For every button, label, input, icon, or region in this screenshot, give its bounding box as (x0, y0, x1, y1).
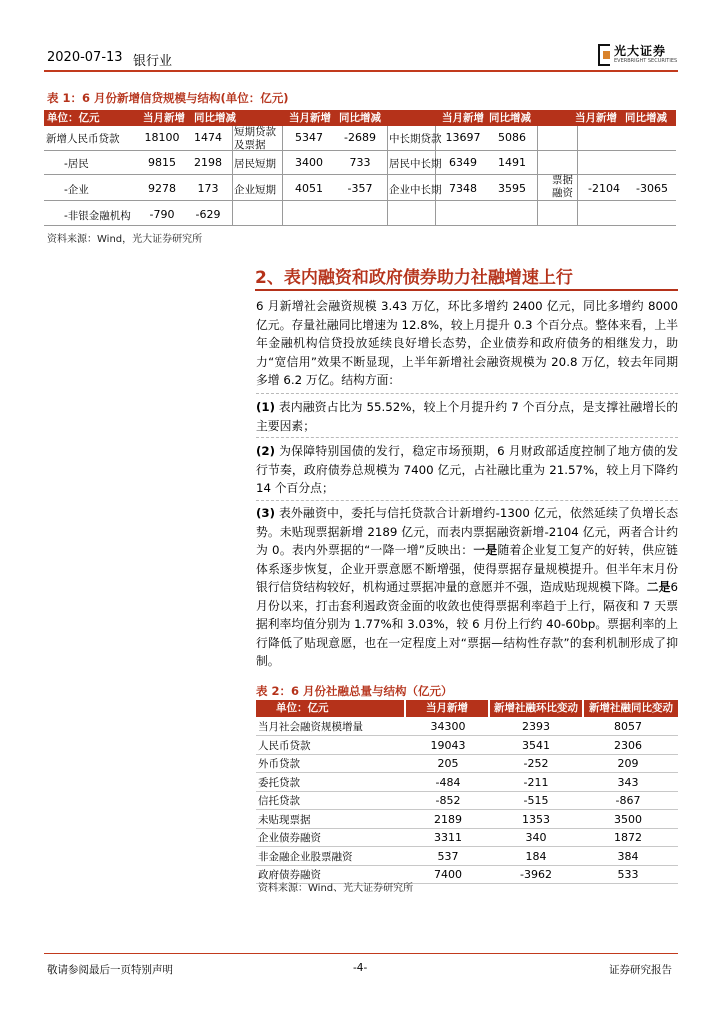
table2-source: 资料来源：Wind、光大证券研究所 (258, 883, 414, 894)
table2-cell: -852 (435, 794, 461, 807)
table2-col-mom: 新增社融环比变动 (490, 700, 582, 717)
paragraph-divider (256, 393, 678, 394)
table2-cell: 34300 (430, 720, 466, 733)
table1-rule (387, 126, 388, 226)
table2-cell: 209 (617, 757, 639, 770)
table1-row-label: 居民短期 (234, 158, 276, 170)
footer-disclaimer: 敬请参阅最后一页特别声明 (47, 964, 173, 976)
table2-cell: -3962 (520, 868, 552, 881)
table2-row-label: 企业债券融资 (258, 832, 321, 844)
point-2-number: (2) (256, 444, 275, 458)
table2-cell: 7400 (434, 868, 462, 881)
table2-cell: 384 (617, 849, 639, 863)
table1-cell: 1491 (498, 156, 526, 169)
table1-row-label: -企业 (64, 184, 89, 196)
table1-cell: -2689 (344, 131, 376, 144)
table-row (256, 811, 678, 829)
table1-header-group4 (537, 110, 676, 126)
table2-cell: 343 (617, 775, 639, 789)
table1-row-label: 居民中长期 (389, 158, 442, 170)
table2-row-label: 人民币贷款 (258, 739, 311, 752)
table2-row-label: 信托贷款 (258, 795, 300, 807)
section-title: 2、表内融资和政府债券助力社融增速上行 (255, 268, 573, 288)
table2-cell: -252 (523, 757, 549, 770)
table1-rule (44, 174, 676, 175)
point-3-text-a: 表外融资中，委托与信托贷款合计新增约-1300 亿元，依然延续了负增长态势。未贴现票据新增 2189 亿元，而表内票据融资新增-2104 亿元，两者合计约为 0。表内外票据的“一降一增”反映出： (256, 506, 678, 557)
table2-cell: 2393 (522, 720, 550, 733)
footer-report-type: 证券研究报告 (609, 964, 672, 976)
table-row (256, 755, 678, 773)
table1-cell: 3595 (498, 182, 526, 195)
table1-cell: 5086 (498, 131, 526, 144)
table-row (256, 774, 678, 792)
table1-cell: 9278 (148, 182, 176, 195)
table2-cell: 537 (437, 849, 459, 863)
table2-cell: 533 (617, 868, 639, 881)
point-1-text: 表内融资占比为 55.52%，较上个月提升约 7 个百分点，是支撑社融增长的主要因素； (256, 400, 678, 433)
industry-label: 银行业 (133, 54, 173, 69)
page-number: -4- (353, 962, 368, 974)
table2-cell: 3541 (522, 738, 550, 752)
table1-unit-label: 单位：亿元 (47, 112, 100, 124)
table2-cell: 8057 (614, 720, 642, 733)
table2-cell: -515 (523, 794, 549, 807)
logo-english: EVERBRIGHT SECURITIES (614, 58, 678, 64)
table2-cell: -867 (615, 794, 641, 807)
table1-cell: 13697 (445, 131, 481, 144)
table2-col-unit: 单位：亿元 (276, 702, 329, 714)
table2-cell: 3311 (434, 831, 462, 844)
table1-row-label: 新增人民币贷款 (46, 133, 120, 145)
paragraph-point-3 (256, 504, 678, 671)
table2-cell: 19043 (430, 738, 466, 752)
table1-col-yoy: 同比增减 (339, 112, 381, 124)
point-3-first: 一是 (473, 543, 498, 557)
table1-cell: 173 (197, 182, 219, 195)
table2-cell: -484 (435, 775, 461, 789)
table1-cell: 3400 (295, 156, 323, 169)
header-divider (44, 70, 678, 72)
table1-cell: 1474 (194, 131, 222, 144)
table2-row-label: 非金融企业股票融资 (258, 850, 353, 863)
paragraph-point-2 (256, 442, 678, 498)
table-row (256, 829, 678, 847)
table2-row-label: 委托贷款 (258, 776, 300, 789)
table1-cell: -3065 (636, 182, 668, 195)
table1-rule (44, 225, 676, 226)
table1-caption: 表 1：6 月份新增信贷规模与结构(单位：亿元) (47, 91, 289, 105)
table1-row-label: -居民 (64, 158, 89, 170)
table1-source: 资料来源：Wind，光大证券研究所 (47, 234, 203, 245)
table1-rule (537, 126, 538, 226)
paragraph-point-1 (256, 398, 678, 435)
table1-cell: 6349 (449, 156, 477, 169)
table2-cell: -211 (523, 775, 549, 789)
table2-cell: 3500 (614, 812, 642, 826)
table1-cell: -629 (195, 208, 221, 221)
table-row (256, 792, 678, 810)
paragraph-divider (256, 500, 678, 501)
point-1-number: (1) (256, 400, 275, 414)
table1-col-new: 当月新增 (143, 112, 185, 124)
point-3-text-c: 6 月份以来，打击套利遏政资金面的收敛也使得票据利率趋于上行，隔夜和 7 天票据利率均值分别为 1.77%和 3.03%，较 6 月份上行约 40-60bp。票据利率的上行降低了贴现意愿，也在一定程度上对“票据—结构性存款”的套利机制形成了抑制。 (256, 580, 678, 668)
table1-row-label: 企业中长期 (389, 184, 442, 196)
table1-col-new: 当月新增 (442, 112, 484, 124)
table2-cell: 340 (525, 831, 547, 844)
table1-cell: 5347 (295, 131, 323, 144)
table1-rule (577, 126, 578, 226)
table2-cell: 2189 (434, 812, 462, 826)
table2-header (256, 700, 678, 717)
point-2-text: 为保障特别国债的发行，稳定市场预期，6 月财政部适度控制了地方债的发行节奏，政府债券总规模为 7400 亿元，占社融比重为 21.57%，较上月下降约 14 个百分点； (256, 444, 678, 495)
table2-cell: 1353 (522, 812, 550, 826)
footer-divider (44, 953, 678, 954)
table2-col-new: 当月新增 (406, 700, 488, 717)
table1-col-yoy: 同比增减 (194, 112, 236, 124)
table1-col-new: 当月新增 (289, 112, 331, 124)
table1-header-group2 (241, 110, 387, 126)
table2-row-label: 当月社会融资规模增量 (258, 721, 363, 733)
paragraph-divider (256, 437, 678, 438)
table1-row-label: 票据融资 (552, 174, 573, 199)
logo-mark-icon (598, 44, 610, 66)
point-3-text-b: 随着企业复工复产的好转，供应链体系逐步恢复，企业开票意愿不断增强，使得票据存量规模提升。但半年末月份银行信贷结构较好，机构通过票据冲量的意愿并不强，造成贴现规模下降。 (256, 543, 678, 594)
table1-row-label: 企业短期 (234, 184, 276, 196)
table2-row-label: 外币贷款 (258, 758, 300, 770)
table2-cell: 184 (525, 849, 547, 863)
table-row (256, 848, 678, 866)
table2-header-unit (256, 700, 404, 717)
table1-cell: 2198 (194, 156, 222, 169)
table1-cell: 4051 (295, 182, 323, 195)
table1-row-label: -非银金融机构 (64, 210, 131, 222)
company-logo (598, 44, 677, 66)
table-row (256, 718, 678, 736)
table1-cell: -2104 (588, 182, 620, 195)
table2-col-yoy: 新增社融同比变动 (584, 700, 678, 717)
table1-cell: 9815 (148, 156, 176, 169)
table1-row-label: 中长期贷款 (389, 133, 442, 145)
table1-cell: 733 (349, 156, 371, 169)
report-date: 2020-07-13 (47, 50, 123, 65)
table1-rule (44, 150, 676, 151)
table2-cell: 2306 (614, 738, 642, 752)
table1-col-new: 当月新增 (575, 112, 617, 124)
table2-cell: 1872 (614, 831, 642, 844)
table1-col-yoy: 同比增减 (625, 112, 667, 124)
table1-cell: -357 (347, 182, 373, 195)
point-3-second: 二是 (646, 580, 671, 594)
table1-cell: 18100 (144, 131, 180, 144)
table2-row-label: 未贴现票据 (258, 813, 311, 826)
table1-rule (282, 126, 283, 226)
logo-name: 光大证券 (614, 44, 667, 58)
table2-caption: 表 2：6 月份社融总量与结构（亿元） (256, 684, 453, 698)
table1-row-label: 短期贷款及票据 (234, 126, 276, 151)
table1-header-group3 (387, 110, 537, 126)
point-3-number: (3) (256, 506, 275, 520)
table1-cell: -790 (149, 208, 175, 221)
section-divider (255, 289, 678, 291)
paragraph-overview: 6 月新增社会融资规模 3.43 万亿，环比多增约 2400 亿元，同比多增约 8000 亿元。存量社融同比增速为 12.8%，较上月提升 0.3 个百分点。整体来看，上半年金融机构信贷投放延续良好增长态势，企业债券和政府债务的相继发力，助力“宽信用”效果不断显现，上半年新增社会融资规模为 20.8 万亿，较去年同期多增 6.2 万亿。结构方面： (256, 299, 678, 387)
table1-col-yoy: 同比增减 (489, 112, 531, 124)
table1-rule (44, 200, 676, 201)
table1-rule (232, 126, 233, 226)
table1-header-group1 (44, 110, 260, 126)
table-row (256, 737, 678, 755)
table1-cell: 7348 (449, 182, 477, 195)
table2-cell: 205 (437, 757, 459, 770)
table2-row-label: 政府债券融资 (258, 869, 321, 881)
table1 (44, 110, 676, 226)
